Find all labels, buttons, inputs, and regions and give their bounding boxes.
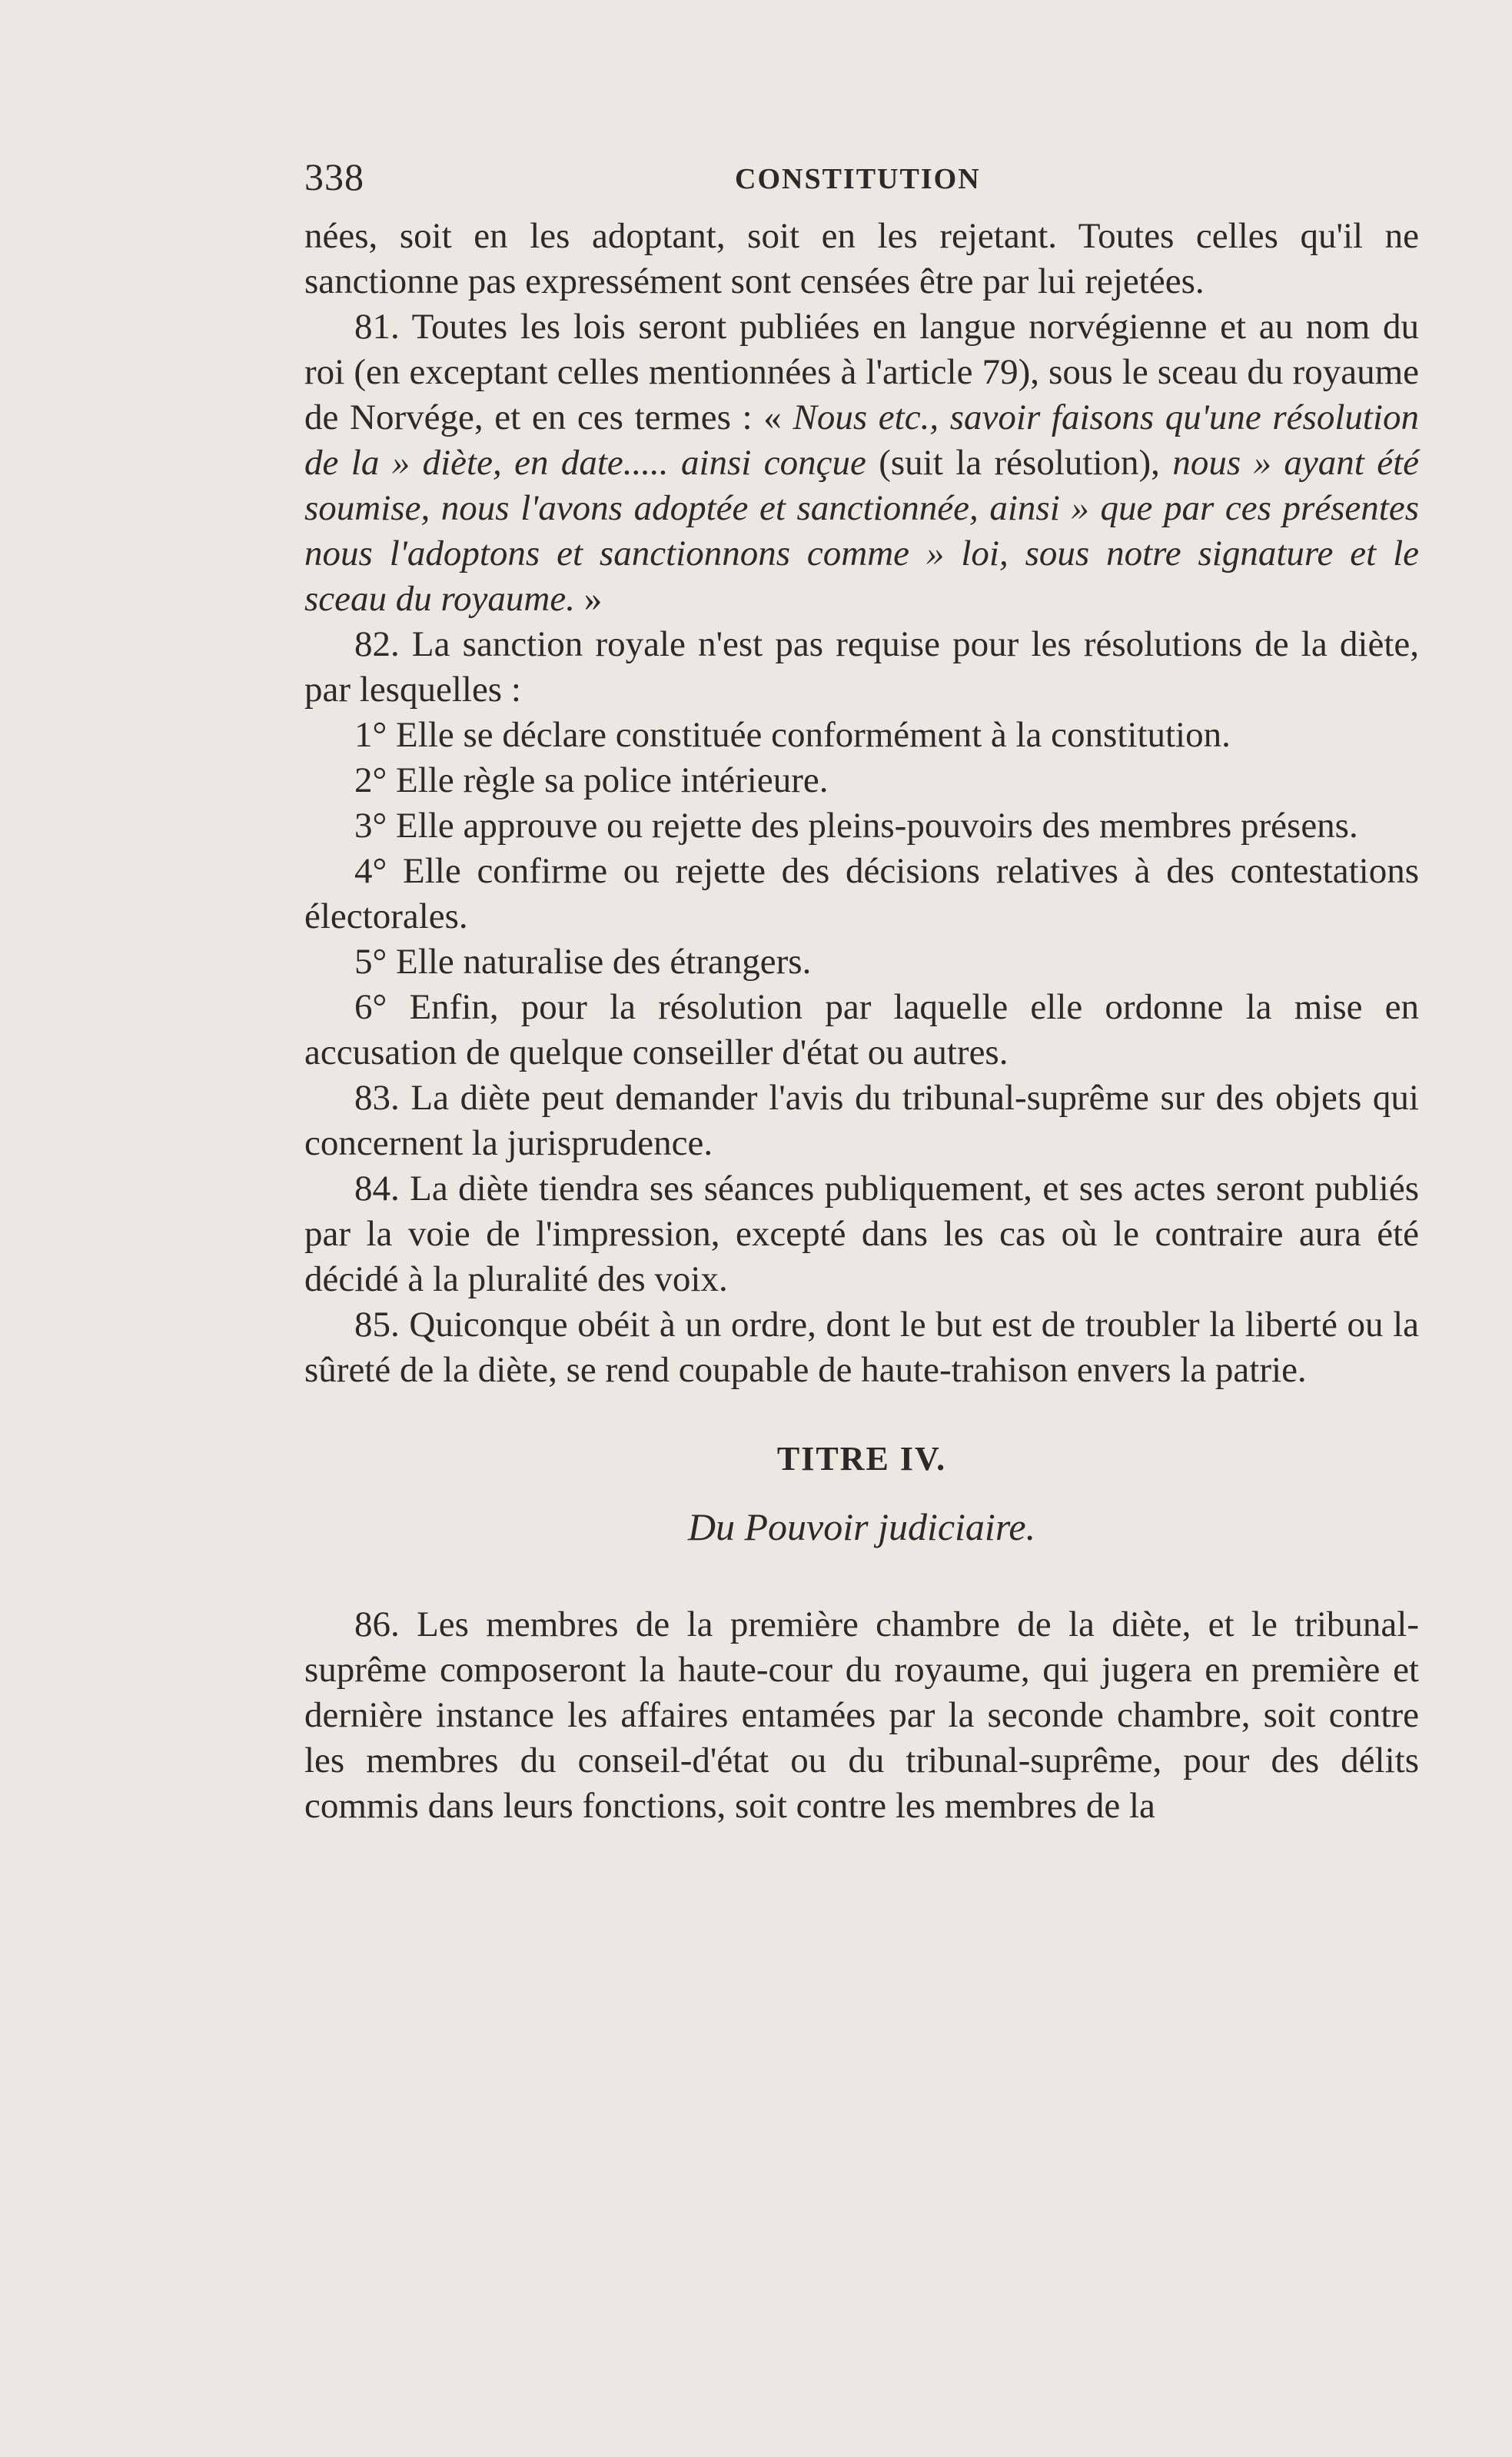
article-82-item-1: 1° Elle se déclare constituée conformément à la constitution. xyxy=(354,715,1231,755)
article-81-formula-end: nous » ayant été soumise, nous l'avons adoptée et sanctionnée, ainsi » que par ces présentes nous l'adoptons et sanctionnons comme » loi, sous notre signature et le sceau du royaume. xyxy=(304,443,1420,619)
section-heading xyxy=(304,1436,1419,1551)
article-84: 84. La diète tiendra ses séances publiquement, et ses actes seront publiés par la voie de l'impression, excepté dans les cas où le contraire aura été décidé à la pluralité des voix. xyxy=(304,1169,1419,1299)
article-82-item-4: 4° Elle confirme ou rejette des décisions relatives à des contestations électorales. xyxy=(304,851,1419,936)
article-81-text: 81. Toutes les lois seront publiées en langue norvégienne et au nom du roi (en exceptant celles mentionnées à l'article 79), sous le sceau du royaume de Norvége, et en ces termes : « xyxy=(304,307,1419,437)
article-82-item-5: 5° Elle naturalise des étrangers. xyxy=(354,942,812,982)
article-82-item-3: 3° Elle approuve ou rejette des pleins-pouvoirs des membres présens. xyxy=(354,806,1358,846)
article-82-item-2: 2° Elle règle sa police intérieure. xyxy=(354,760,829,800)
article-81-note: (suit la résolution), xyxy=(866,443,1173,483)
article-83: 83. La diète peut demander l'avis du tribunal-suprême sur des objets qui concernent la jurisprudence. xyxy=(304,1078,1419,1163)
running-title: CONSTITUTION xyxy=(735,163,981,195)
running-head xyxy=(304,154,1419,208)
article-81-close-quote: » xyxy=(574,579,603,619)
section-titre: TITRE IV. xyxy=(776,1440,947,1478)
article-82-item-6: 6° Enfin, pour la résolution par laquelle elle ordonne la mise en accusation de quelque conseiller d'état ou autres. xyxy=(304,987,1419,1072)
paragraph-continuation: nées, soit en les adoptant, soit en les rejetant. Toutes celles qu'il ne sanctionne pas expressément sont censées être par lui rejetées. xyxy=(304,216,1419,301)
article-82: 82. La sanction royale n'est pas requise pour les résolutions de la diète, par lesquelles : xyxy=(304,624,1419,710)
article-81-formula: Nous etc., savoir faisons qu'une résolution de la » diète, en date..... ainsi conçue xyxy=(304,397,1419,483)
page-number: 338 xyxy=(304,155,364,198)
page-content xyxy=(304,154,1419,1829)
article-85: 85. Quiconque obéit à un ordre, dont le but est de troubler la liberté ou la sûreté de la diète, se rend coupable de haute-trahison envers la patrie. xyxy=(304,1305,1419,1390)
article-86: 86. Les membres de la première chambre de la diète, et le tribunal-suprême composeront la haute-cour du royaume, qui jugera en première et dernière instance les affaires entamées par la seconde chambre, soit contre les membres du conseil-d'état ou du tribunal-suprême, pour des délits commis dans leurs fonctions, soit contre les membres de la xyxy=(304,1604,1419,1826)
article-81 xyxy=(304,304,1419,622)
section-subtitle: Du Pouvoir judiciaire. xyxy=(687,1505,1036,1548)
